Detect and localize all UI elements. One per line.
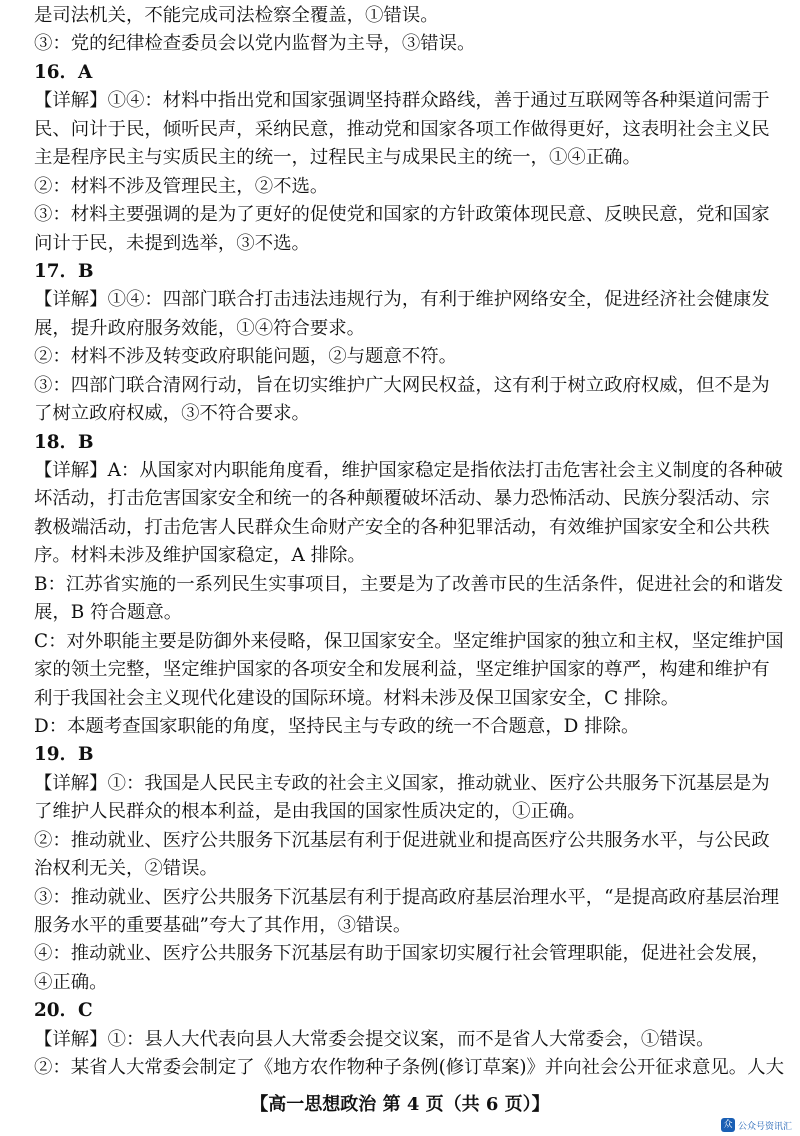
watermark-logo-icon: 众 <box>721 1118 735 1132</box>
question-number: 18．B <box>34 431 94 453</box>
text-line: 民、问计于民，倾听民声，采纳民意，推动党和国家各项工作做得更好，这表明社会主义民 <box>34 118 770 140</box>
question-number: 20．C <box>34 1000 93 1022</box>
text-line: 问计于民，未提到选举，③不选。 <box>34 232 310 254</box>
text-line: 展，B 符合题意。 <box>34 602 183 624</box>
question-number: 19．B <box>34 744 94 766</box>
text-line: 【详解】①④：材料中指出党和国家强调坚持群众路线，善于通过互联网等各种渠道问需于 <box>34 90 770 112</box>
text-line: 家的领土完整，坚定维护国家的各项安全和发展利益，坚定维护国家的尊严，构建和维护有 <box>34 659 770 681</box>
text-line: ③：四部门联合清网行动，旨在切实维护广大网民权益，这有利于树立政府权威，但不是为 <box>34 374 770 396</box>
text-line: ③：推动就业、医疗公共服务下沉基层有利于提高政府基层治理水平，“是提高政府基层治理 <box>34 886 780 908</box>
text-line: ②：材料不涉及管理民主，②不选。 <box>34 175 329 197</box>
watermark-text: 公众号资讯汇 <box>737 1121 792 1132</box>
text-line: C：对外职能主要是防御外来侵略，保卫国家安全。坚定维护国家的独立和主权，坚定维护国 <box>34 630 784 652</box>
text-line: ②：材料不涉及转变政府职能问题，②与题意不符。 <box>34 346 457 368</box>
text-line: ③：党的纪律检查委员会以党内监督为主导，③错误。 <box>34 33 476 55</box>
text-line: B：江苏省实施的一系列民生实事项目，主要是为了改善市民的生活条件，促进社会的和谐发 <box>34 573 784 595</box>
text-line: ④：推动就业、医疗公共服务下沉基层有助于国家切实履行社会管理职能，促进社会发展， <box>34 943 770 965</box>
question-number: 16．A <box>34 61 93 83</box>
text-line: 是司法机关，不能完成司法检察全覆盖，①错误。 <box>34 5 439 26</box>
text-line: D：本题考查国家职能的角度，坚持民主与专政的统一不合题意，D 排除。 <box>34 715 640 737</box>
text-line: 了维护人民群众的根本利益，是由我国的国家性质决定的，①正确。 <box>34 801 586 823</box>
text-line: 利于我国社会主义现代化建设的国际环境。材料未涉及保卫国家安全，C 排除。 <box>34 687 680 709</box>
text-line: ③：材料主要强调的是为了更好的促使党和国家的方针政策体现民意、反映民意，党和国家 <box>34 204 770 226</box>
text-line: 了树立政府权威，③不符合要求。 <box>34 403 310 425</box>
text-line: 治权利无关，②错误。 <box>34 858 218 880</box>
text-line: 序。材料未涉及维护国家稳定，A 排除。 <box>34 545 366 567</box>
page-footer: 【高一思想政治 第 4 页（共 6 页）】 <box>250 1094 550 1115</box>
question-number: 17．B <box>34 260 94 282</box>
watermark <box>721 1118 792 1132</box>
document-body <box>34 2 784 1083</box>
text-line: 坏活动，打击危害国家安全和统一的各种颠覆破坏活动、暴力恐怖活动、民族分裂活动、宗 <box>34 488 770 510</box>
text-line: 服务水平的重要基础”夸大了其作用，③错误。 <box>34 915 412 936</box>
text-line: 【详解】①④：四部门联合打击违法违规行为，有利于维护网络安全，促进经济社会健康发 <box>34 289 770 311</box>
text-line: 【详解】A：从国家对内职能角度看，维护国家稳定是指依法打击危害社会主义制度的各种破 <box>34 460 783 481</box>
text-line: ④正确。 <box>34 971 108 993</box>
text-line: 教极端活动，打击危害人民群众生命财产安全的各种犯罪活动，有效维护国家安全和公共秩 <box>34 516 770 538</box>
text-line: ②：某省人大常委会制定了《地方农作物种子条例(修订草案)》并向社会公开征求意见。人大 <box>34 1057 784 1079</box>
text-line: 展，提升政府服务效能，①④符合要求。 <box>34 317 366 339</box>
text-line: 主是程序民主与实质民主的统一，过程民主与成果民主的统一，①④正确。 <box>34 147 641 169</box>
text-line: 【详解】①：我国是人民民主专政的社会主义国家，推动就业、医疗公共服务下沉基层是为 <box>34 772 770 794</box>
text-line: 【详解】①：县人大代表向县人大常委会提交议案，而不是省人大常委会，①错误。 <box>34 1028 715 1050</box>
text-line: ②：推动就业、医疗公共服务下沉基层有利于促进就业和提高医疗公共服务水平，与公民政 <box>34 829 770 851</box>
